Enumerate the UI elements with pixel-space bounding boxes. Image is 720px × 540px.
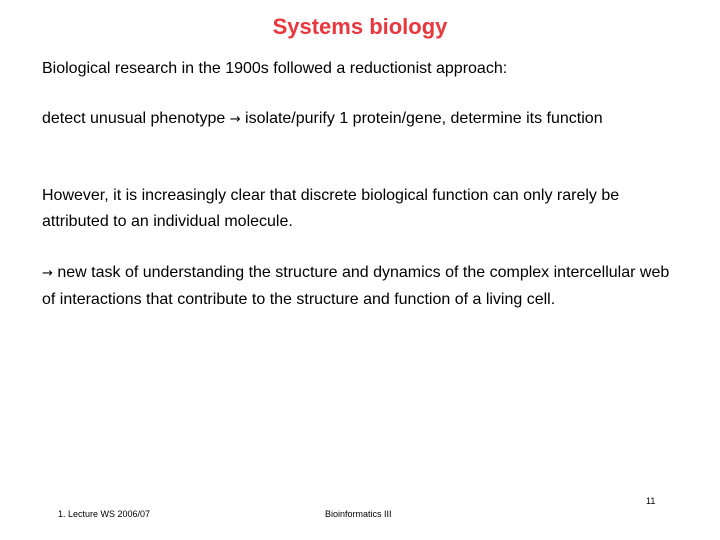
page-number: 11 <box>646 496 656 506</box>
new-task-paragraph <box>42 260 682 313</box>
intro-paragraph: Biological research in the 1900s followed a reductionist approach: <box>42 60 508 77</box>
reductionist-approach-paragraph <box>42 106 682 133</box>
new-task-text: new task of understanding the structure and dynamics of the complex intercellular web of interactions that contribute to the structure and function of a living cell. <box>42 264 670 308</box>
right-arrow-icon: → <box>42 266 53 281</box>
footer-course: Bioinformatics III <box>325 509 392 519</box>
footer-lecture: 1. Lecture WS 2006/07 <box>58 509 151 519</box>
isolate-text: isolate/purify 1 protein/gene, determine its function <box>240 110 603 127</box>
phenotype-text: detect unusual phenotype <box>42 110 230 127</box>
however-paragraph: However, it is increasingly clear that discrete biological function can only rarely be attributed to an individual molecule. <box>42 187 620 230</box>
slide-title: Systems biology <box>272 14 448 39</box>
right-arrow-icon: → <box>229 112 241 127</box>
